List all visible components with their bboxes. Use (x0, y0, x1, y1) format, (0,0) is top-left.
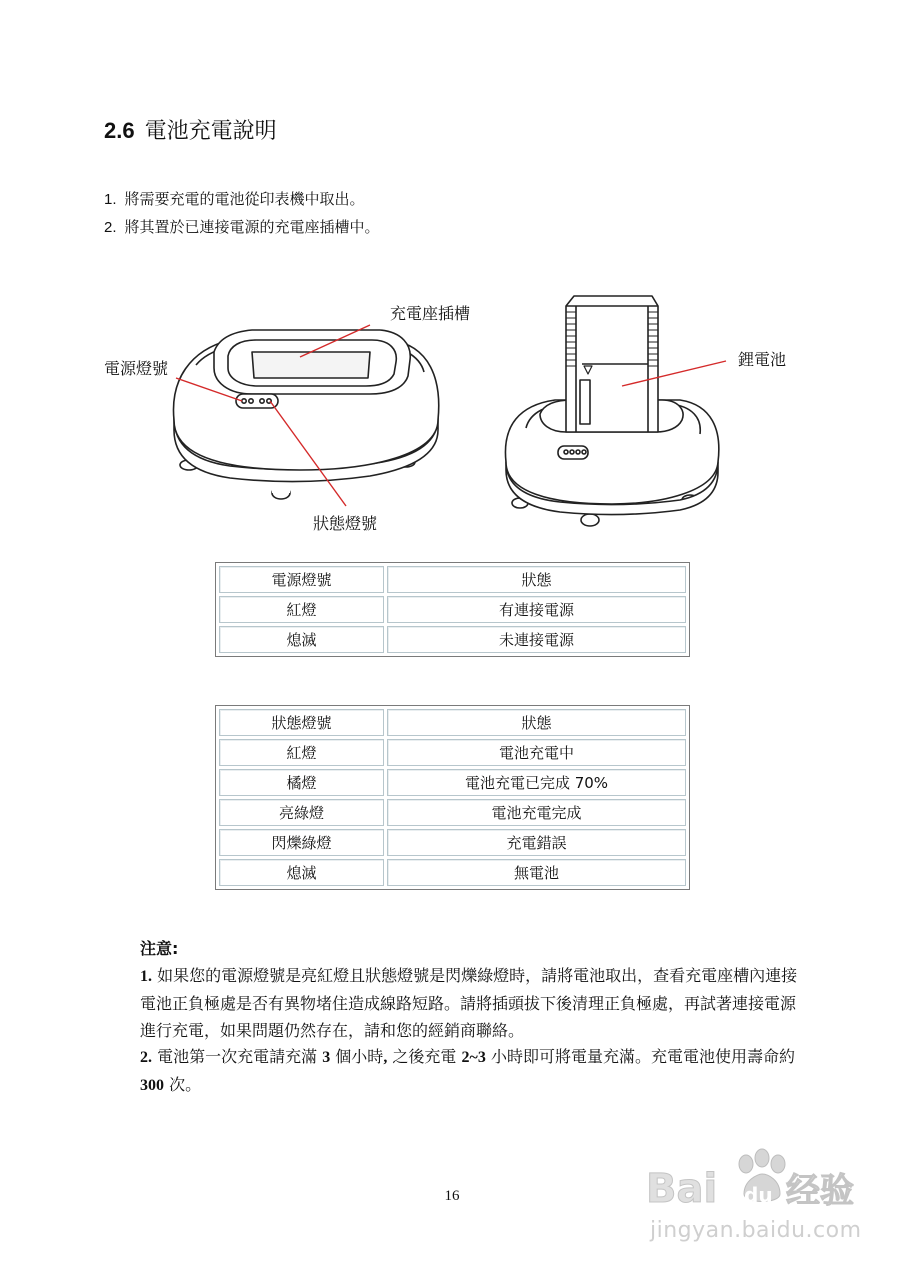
label-status-led: 狀態燈號 (313, 514, 378, 533)
table-cell: 熄滅 (219, 859, 384, 886)
table-cell: 未連接電源 (387, 626, 686, 653)
note-text: 之後充電 (392, 1047, 457, 1066)
note-number: 1. (140, 968, 152, 985)
table-header-cell: 狀態燈號 (219, 709, 384, 736)
note-item (140, 1043, 810, 1099)
table-cell: 橘燈 (219, 769, 384, 796)
table-cell: 紅燈 (219, 739, 384, 766)
table-cell: 電池充電中 (387, 739, 686, 766)
power-led-table (215, 562, 690, 657)
lithium-battery (566, 296, 658, 432)
table-header-row (219, 566, 686, 593)
table-header-row (219, 709, 686, 736)
step-text: 將其置於已連接電源的充電座插槽中。 (124, 218, 380, 236)
charger-base-left (173, 330, 438, 499)
page-number: 16 (444, 1188, 460, 1204)
note-number-value: 3 (322, 1049, 331, 1066)
table-cell: 閃爍綠燈 (219, 829, 384, 856)
baidu-jingyan-watermark-logo (640, 1140, 870, 1220)
label-lithium-battery: 鋰電池 (738, 350, 787, 369)
table-header-cell: 狀態 (387, 566, 686, 593)
section-title: 電池充電說明 (144, 119, 277, 144)
note-punct: , (383, 1049, 388, 1066)
table-row (219, 859, 686, 886)
table-cell: 有連接電源 (387, 596, 686, 623)
note-item (140, 962, 810, 1044)
note-text: 小時即可將電量充滿。充電電池使用壽命約 (490, 1047, 795, 1066)
step-number: 1. (104, 191, 117, 208)
step-text: 將需要充電的電池從印表機中取出。 (124, 190, 365, 208)
note-text: 電池第一次充電請充滿 (157, 1047, 318, 1066)
note-text: 個小時 (335, 1047, 384, 1066)
note-text: 如果您的電源燈號是亮紅燈且狀態燈號是閃爍綠燈時，請將電池取出，查看充電座槽內連接電池正負極處是否有異物堵住造成線路短路。請將插頭拔下後清理正負極處，再試著連接電源進行充電，如果問題仍然存在，請和您的經銷商聯絡。 (140, 966, 798, 1040)
table-row (219, 769, 686, 796)
svg-text:Bai: Bai (646, 1166, 718, 1212)
table-row (219, 626, 686, 653)
note-number-value: 300 (140, 1077, 164, 1094)
note-number: 2. (140, 1049, 152, 1066)
status-led-table (215, 705, 690, 890)
table-cell: 熄滅 (219, 626, 384, 653)
svg-text:经验: 经验 (786, 1171, 854, 1211)
notes-title: 注意: (140, 939, 179, 958)
table-cell: 紅燈 (219, 596, 384, 623)
table-row (219, 739, 686, 766)
charger-illustration (0, 0, 904, 560)
label-charger-slot: 充電座插槽 (390, 304, 471, 323)
table-cell: 無電池 (387, 859, 686, 886)
table-cell: 電池充電完成 (387, 799, 686, 826)
label-power-led: 電源燈號 (104, 359, 169, 378)
table-row (219, 596, 686, 623)
table-header-cell: 狀態 (387, 709, 686, 736)
note-number-value: 2~3 (461, 1049, 486, 1066)
table-cell: 電池充電已完成 70% (387, 769, 686, 796)
table-row (219, 799, 686, 826)
table-row (219, 829, 686, 856)
step-number: 2. (104, 219, 117, 236)
table-cell: 亮綠燈 (219, 799, 384, 826)
watermark-url: jingyan.baidu.com (650, 1218, 862, 1243)
note-text: 次。 (169, 1075, 202, 1094)
table-header-cell: 電源燈號 (219, 566, 384, 593)
svg-text:du: du (744, 1183, 773, 1207)
table-cell: 充電錯誤 (387, 829, 686, 856)
section-number: 2.6 (104, 118, 135, 143)
